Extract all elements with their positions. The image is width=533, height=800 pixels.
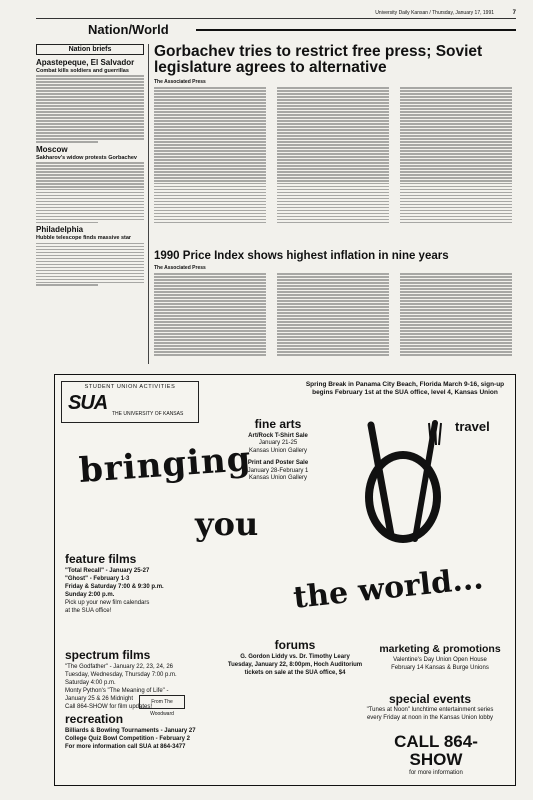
fork-knife-plate-icon <box>351 415 451 555</box>
travel-title: travel <box>455 419 490 434</box>
spring-break-notice: Spring Break in Panama City Beach, Florida March 9-16, sign-up begins February 1st at the SUA office, level 4, Kansas Union <box>305 381 505 396</box>
feature-films-line: at the SUA office! <box>65 608 112 614</box>
section-rule <box>196 29 516 31</box>
fine-arts-line: Kansas Union Gallery <box>248 447 308 454</box>
forums-line: Tuesday, January 22, 8:00pm, Hoch Auditorium <box>227 662 363 668</box>
story-body <box>154 86 516 246</box>
story-headline: 1990 Price Index shows highest inflation in nine years <box>154 250 449 262</box>
story-column <box>277 272 393 357</box>
spectrum-films-line: January 25 & 26 Midnight <box>65 696 134 702</box>
call-number: CALL 864-SHOW <box>394 732 478 769</box>
sua-advertisement <box>54 374 516 786</box>
feature-films-line: "Ghost" - February 1-3 <box>65 576 130 582</box>
spectrum-films-line: Saturday 4:00 p.m. <box>65 680 116 686</box>
special-events-section <box>355 692 505 722</box>
running-head-rule <box>36 18 516 19</box>
brief-headline: Sakharov's widow protests Gorbachev <box>36 154 137 161</box>
spectrum-films-title: spectrum films <box>65 648 151 662</box>
brief-dateline: Moscow <box>36 144 68 154</box>
fine-arts-title: fine arts <box>254 417 302 431</box>
section-header <box>36 20 516 38</box>
special-events-title: special events <box>388 692 472 706</box>
publication-line: University Daily Kansan / Thursday, January 17, 1991 <box>375 10 494 16</box>
marketing-line: February 14 Kansas & Burge Unions <box>391 665 489 671</box>
spectrum-films-line: Call 864-SHOW for film updates! <box>65 704 153 710</box>
sua-logo: SUA <box>68 392 108 414</box>
spectrum-films-line: Monty Python's "The Meaning of Life" - <box>65 688 169 694</box>
brief-dateline: Apastepeque, El Salvador <box>36 58 135 67</box>
brief-dateline: Philadelphia <box>36 225 84 235</box>
feature-films-title: feature films <box>65 552 137 566</box>
story-credit: The Associated Press <box>154 265 206 271</box>
newspaper-page <box>36 10 516 790</box>
price-index-story <box>154 250 516 273</box>
forums-line: G. Gordon Liddy vs. Dr. Timothy Leary <box>240 654 350 660</box>
recreation-line: College Quiz Bowl Competition - February 2 <box>65 736 191 742</box>
sua-top-label: STUDENT UNION ACTIVITIES <box>84 384 176 390</box>
brief-body <box>36 162 148 223</box>
story-column <box>400 272 516 357</box>
fine-arts-line: January 21-25 <box>258 440 298 446</box>
brief-headline: Hubble telescope finds massive star <box>36 235 132 242</box>
fine-arts-line: Kansas Union Gallery <box>248 475 308 481</box>
page-number: 7 <box>512 10 516 16</box>
fine-arts-line: Print and Poster Sale <box>247 460 309 466</box>
sua-logo-block <box>61 381 199 423</box>
briefs-column <box>36 44 149 364</box>
marketing-title: marketing & promotions <box>379 643 501 655</box>
story-column <box>154 86 270 225</box>
story-credit: The Associated Press <box>154 79 206 85</box>
feature-films-section <box>65 552 215 615</box>
forums-title: forums <box>274 638 316 652</box>
recreation-section <box>65 712 325 751</box>
recreation-title: recreation <box>65 712 124 726</box>
feature-films-line: Sunday 2:00 p.m. <box>65 592 115 598</box>
feature-films-line: "Total Recall" - January 25-27 <box>65 568 150 574</box>
marketing-section <box>375 645 505 672</box>
fine-arts-line: Art/Rock T-Shirt Sale <box>248 432 308 439</box>
story-column <box>154 272 270 357</box>
feature-films-line: Pick up your new film calendars <box>65 600 150 606</box>
you-heading: you <box>195 505 259 543</box>
briefs-title: Nation briefs <box>36 44 144 55</box>
gorbachev-story <box>154 44 516 87</box>
forums-section <box>215 638 375 677</box>
woodward-logo: From The Woodward <box>139 695 185 709</box>
special-events-line: "Tunes at Noon" lunchtime entertainment series <box>366 707 494 713</box>
spectrum-films-line: Tuesday, Wednesday, Thursday 7:00 p.m. <box>65 672 177 678</box>
special-events-line: every Friday at noon in the Kansas Union lobby <box>366 715 494 721</box>
story-column <box>400 86 516 225</box>
marketing-line: Valentine's Day Union Open House <box>393 657 487 663</box>
spectrum-films-line: "The Godfather" - January 22, 23, 24, 26 <box>65 664 173 670</box>
call-box <box>371 733 501 777</box>
feature-films-line: Friday & Saturday 7:00 & 9:30 p.m. <box>65 584 164 590</box>
brief-body <box>36 243 148 286</box>
story-column <box>277 86 393 225</box>
fine-arts-line: January 28-February 1 <box>247 467 309 474</box>
story-body <box>154 272 516 368</box>
brief-body <box>36 75 148 142</box>
recreation-line: For more information call SUA at 864-3477 <box>65 744 186 750</box>
recreation-line: Billiards & Bowling Tournaments - January 27 <box>65 728 196 734</box>
story-headline: Gorbachev tries to restrict free press; Soviet legislature agrees to alternative <box>154 43 483 76</box>
call-subtext: for more information <box>409 770 463 776</box>
forums-line: tickets on sale at the SUA office, $4 <box>244 670 346 676</box>
bringing-heading: bringing <box>77 439 253 491</box>
brief-headline: Combat kills soldiers and guerrillas <box>36 68 129 74</box>
section-title: Nation/World <box>88 22 169 37</box>
the-world-heading: the world... <box>291 561 485 616</box>
university-label: THE UNIVERSITY OF KANSAS <box>112 411 184 417</box>
